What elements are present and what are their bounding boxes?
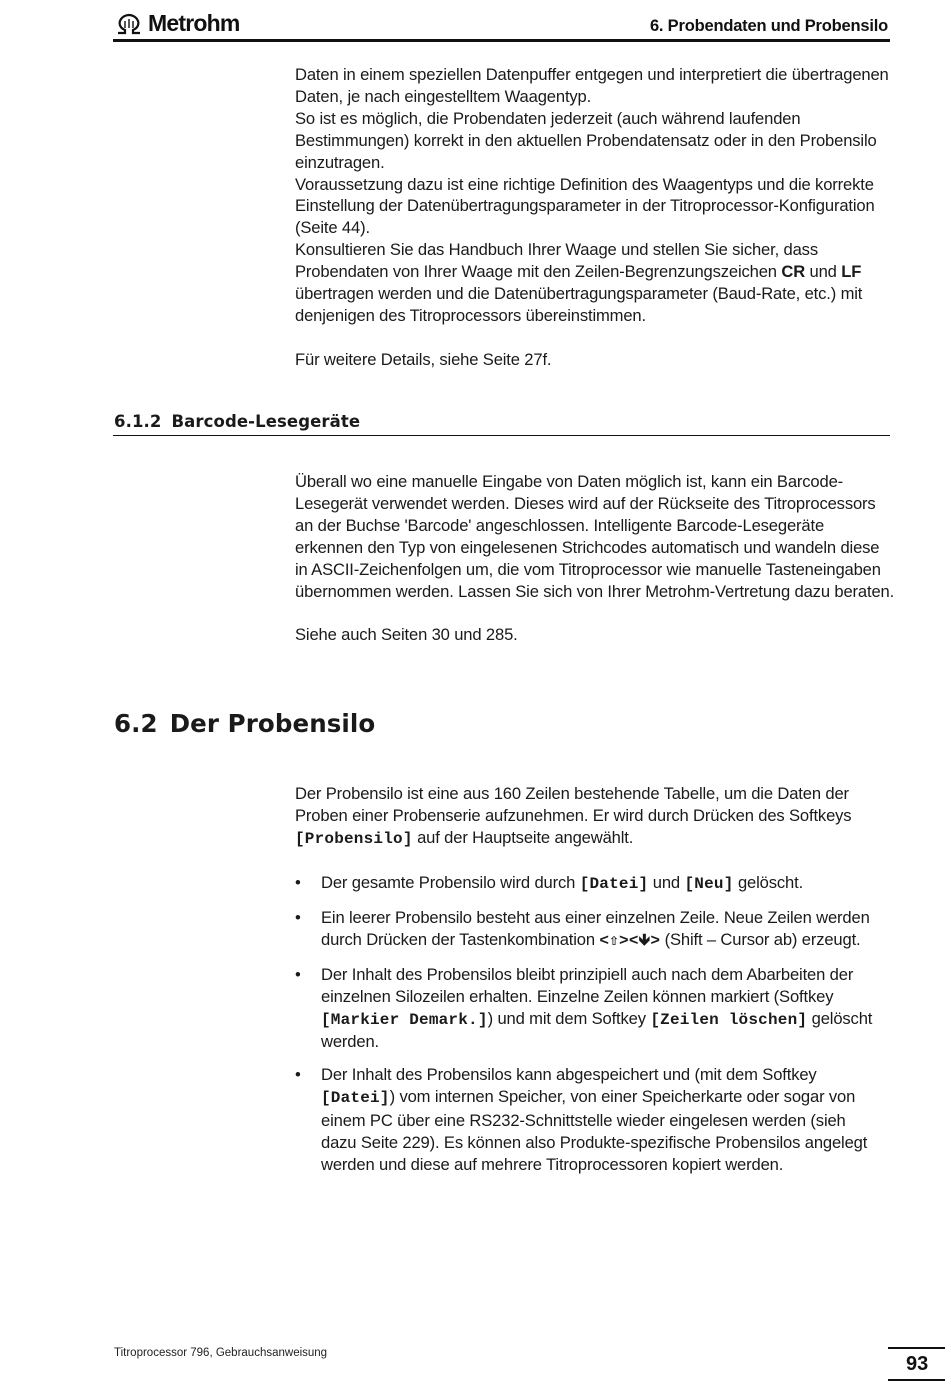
- intro-paragraph-1: Daten in einem speziellen Datenpuffer entgegen und interpretiert die übertragenen Daten, je nach eingestelltem Waagentyp.: [295, 65, 889, 106]
- intro-paragraph-3: Voraussetzung dazu ist eine richtige Definition des Waagentyps und die korrekte Einstellung der Datenübertragungsparameter in der Titroprocessor-Konfiguration (Seite 44).: [295, 174, 875, 238]
- section-number: 6.1.2: [114, 412, 162, 431]
- intro-paragraph-4: Konsultieren Sie das Handbuch Ihrer Waage und stellen Sie sicher, dass Probendaten von Ihrer Waage mit den Zeilen-Begrenzungszeichen CR und LF übertragen werden und die Datenübertragungsparameter (Baud-Rate, etc.) mit denjenigen des Titroprocessors übereinstimmen.: [295, 240, 863, 325]
- list-item: • Der Inhalt des Probensilos bleibt prinzipiell auch nach dem Abarbeiten der einzelnen Silozeilen erhalten. Einzelne Zeilen können markiert (Softkey [Markier Demark.]) und mit dem Softkey [Zeilen löschen] gelöscht werden.: [295, 964, 885, 1054]
- section-heading-6-2: [114, 709, 375, 738]
- softkey-datei: [Datei]: [579, 875, 649, 893]
- softkey-neu: [Neu]: [684, 875, 734, 893]
- softkey-datei: [Datei]: [321, 1089, 390, 1108]
- section-number: 6.2: [114, 709, 158, 738]
- softkey-zeilen-loeschen: [Zeilen löschen]: [650, 1010, 808, 1029]
- logo-text: Metrohm: [148, 10, 240, 36]
- cr-term: CR: [781, 262, 806, 282]
- probensilo-bullet-list: [295, 872, 885, 1176]
- header-rule: [113, 39, 890, 42]
- barcode-paragraph-2: Siehe auch Seiten 30 und 285.: [295, 625, 518, 645]
- softkey-probensilo: [Probensilo]: [295, 829, 413, 848]
- key-combination: <⇧><🡻>: [599, 931, 661, 950]
- list-item: • Der Inhalt des Probensilos kann abgespeichert und (mit dem Softkey [Datei]) vom internen Speicher, von einer Speicherkarte oder sogar von einem PC über eine RS232-Schnittstelle wieder eingelesen werden (sieh dazu Seite 229). Es können also Produkte-spezifische Probensilos angelegt werden und diese auf mehrere Titroprocessoren kopiert werden.: [295, 1064, 885, 1176]
- section-rule: [113, 435, 890, 436]
- list-item: • Der gesamte Probensilo wird durch [Datei] und [Neu] gelöscht.: [295, 872, 885, 896]
- intro-paragraph-2: So ist es möglich, die Probendaten jederzeit (auch während laufenden Bestimmungen) korrekt in den aktuellen Probendatensatz oder in den Probensilo einzutragen.: [295, 108, 877, 172]
- metrohm-logo: [114, 10, 240, 37]
- intro-text-block: [295, 64, 895, 371]
- barcode-text-block: [295, 471, 895, 646]
- footer-document-title: Titroprocessor 796, Gebrauchsanweisung: [114, 1347, 328, 1359]
- probensilo-intro: Der Probensilo ist eine aus 160 Zeilen bestehende Tabelle, um die Daten der Proben einer Probenserie aufzunehmen. Er wird durch Drücken des Softkeys [Probensilo] auf der Hauptseite angewählt.: [295, 784, 852, 848]
- intro-paragraph-5: Für weitere Details, siehe Seite 27f.: [295, 349, 552, 369]
- section-heading-6-1-2: [114, 412, 360, 431]
- barcode-paragraph-1: Überall wo eine manuelle Eingabe von Daten möglich ist, kann ein Barcode-Lesegerät verwendet werden. Dieses wird auf der Rückseite des Titroprocessors an der Buchse 'Barcode' angeschlossen. Intelligente Barcode-Lesegeräte erkennen den Typ von eingelesenen Strichcodes automatisch und wandeln diese in ASCII-Zeichenfolgen um, die vom Titroprocessor wie manuelle Tasteneingaben übernommen werden. Lassen Sie sich von Ihrer Metrohm-Vertretung dazu beraten.: [295, 472, 895, 601]
- page-number: 93: [906, 1353, 929, 1375]
- omega-icon: [114, 12, 144, 36]
- running-header-title: 6. Probendaten und Probensilo: [649, 17, 888, 35]
- section-title: Barcode-Lesegeräte: [171, 412, 361, 431]
- list-item: • Ein leerer Probensilo besteht aus einer einzelnen Zeile. Neue Zeilen werden durch Drücken der Tastenkombination <⇧><🡻> (Shift – Cursor ab) erzeugt.: [295, 907, 885, 953]
- softkey-markier-demark: [Markier Demark.]: [321, 1010, 488, 1029]
- section-title: Der Probensilo: [169, 709, 376, 738]
- lf-term: LF: [841, 262, 862, 282]
